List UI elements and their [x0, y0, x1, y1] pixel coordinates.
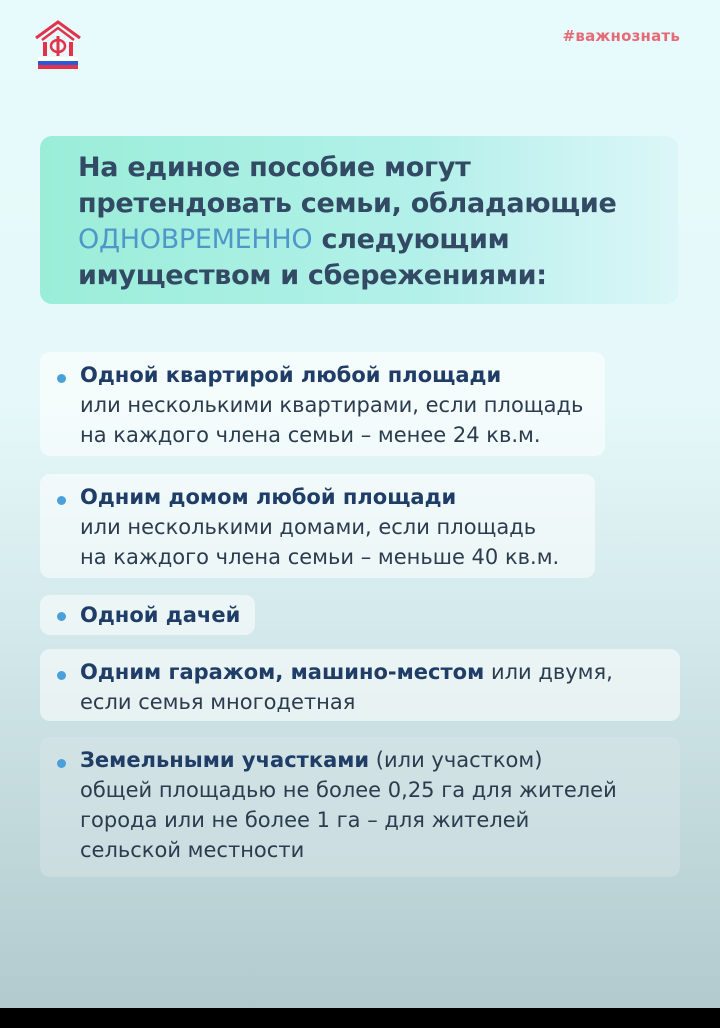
item-text: (или участком)	[369, 748, 543, 772]
list-item	[40, 737, 680, 877]
item-text: или двумя,	[484, 660, 613, 684]
title-line-2: претендовать семьи, обладающие	[78, 188, 617, 219]
title-line-3: следующим	[312, 224, 510, 255]
item-title: Одним гаражом, машино-местом	[80, 660, 485, 684]
hashtag-label: #важнознать	[562, 27, 680, 45]
heading-card	[40, 136, 678, 304]
title-highlight: ОДНОВРЕМЕННО	[78, 224, 313, 255]
item-title: Одной квартирой любой площади	[80, 363, 502, 387]
bottom-bar	[0, 1008, 720, 1028]
bullet-icon	[57, 496, 66, 505]
item-text: города или не более 1 га – для жителей	[80, 808, 530, 832]
bullet-icon	[57, 374, 66, 383]
item-text: или несколькими квартирами, если площадь	[80, 393, 584, 417]
bullet-icon	[57, 671, 66, 680]
item-text: или несколькими домами, если площадь	[80, 515, 537, 539]
item-text: если семья многодетная	[80, 690, 356, 714]
item-text: на каждого члена семьи – меньше 40 кв.м.	[80, 545, 560, 569]
page-title	[78, 150, 668, 294]
bullet-icon	[57, 759, 66, 768]
title-line-4: имуществом и сбережениями:	[78, 260, 547, 291]
item-title: Одним домом любой площади	[80, 485, 457, 509]
list-item	[40, 595, 255, 635]
item-text: на каждого члена семьи – менее 24 кв.м.	[80, 423, 541, 447]
item-title: Одной дачей	[80, 603, 241, 627]
item-text: сельской местности	[80, 838, 305, 862]
list-item	[40, 352, 605, 456]
title-line-1: На единое пособие могут	[78, 152, 471, 183]
pension-fund-logo-icon	[30, 16, 86, 72]
list-item	[40, 474, 595, 578]
bullet-icon	[57, 612, 66, 621]
item-text: общей площадью не более 0,25 га для жителей	[80, 778, 617, 802]
item-title: Земельными участками	[80, 748, 370, 772]
list-item	[40, 649, 680, 721]
